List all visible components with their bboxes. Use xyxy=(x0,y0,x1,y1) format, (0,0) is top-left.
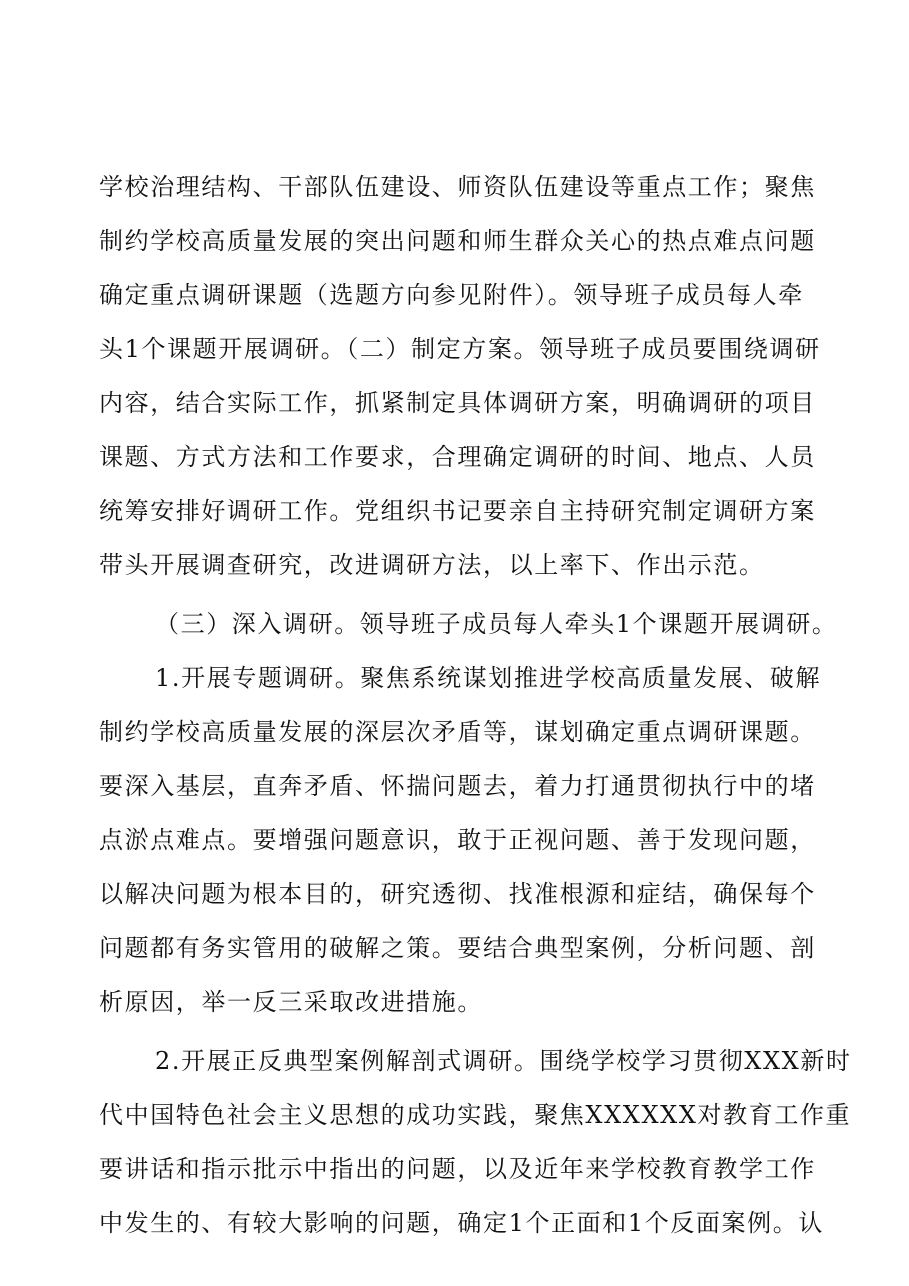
text-line: 带头开展调查研究，改进调研方法，以上率下、作出示范。 xyxy=(99,551,765,579)
text-line: 课题、方式方法和工作要求，合理确定调研的时间、地点、人员 xyxy=(99,443,816,471)
text-line: 要深入基层，直奔矛盾、怀揣问题去，着力打通贯彻执行中的堵 xyxy=(99,772,816,800)
text-line: 1.开展专题调研。聚焦系统谋划推进学校高质量发展、破解 xyxy=(155,664,822,692)
text-line: 学校治理结构、干部队伍建设、师资队伍建设等重点工作；聚焦 xyxy=(99,173,816,201)
text-line: 点淤点难点。要增强问题意识，敢于正视问题、善于发现问题， xyxy=(99,826,816,854)
text-line: 问题都有务实管用的破解之策。要结合典型案例，分析问题、剖 xyxy=(99,934,816,962)
text-line: （三）深入调研。领导班子成员每人牵头1个课题开展调研。 xyxy=(155,610,838,638)
text-line: 中发生的、有较大影响的问题，确定1个正面和1个反面案例。认 xyxy=(99,1209,824,1237)
text-line: 头1个课题开展调研。（二）制定方案。领导班子成员要围绕调研 xyxy=(99,335,821,363)
text-line: 内容，结合实际工作，抓紧制定具体调研方案，明确调研的项目 xyxy=(99,389,816,417)
paragraph-2 xyxy=(99,597,838,651)
paragraph-1 xyxy=(99,160,819,592)
text-line: 代中国特色社会主义思想的成功实践，聚焦XXXXXX对教育工作重 xyxy=(99,1101,852,1129)
text-line: 统筹安排好调研工作。党组织书记要亲自主持研究制定调研方案 xyxy=(99,497,816,525)
text-line: 2.开展正反典型案例解剖式调研。围绕学校学习贯彻XXX新时 xyxy=(155,1047,852,1075)
text-line: 制约学校高质量发展的突出问题和师生群众关心的热点难点问题 xyxy=(99,227,816,255)
text-line: 确定重点调研课题（选题方向参见附件）。领导班子成员每人牵 xyxy=(99,281,804,309)
text-line: 制约学校高质量发展的深层次矛盾等，谋划确定重点调研课题。 xyxy=(99,718,816,746)
text-line: 以解决问题为根本目的，研究透彻、找准根源和症结，确保每个 xyxy=(99,880,816,908)
paragraph-4 xyxy=(99,1034,852,1250)
text-line: 要讲话和指示批示中指出的问题，以及近年来学校教育教学工作 xyxy=(99,1155,816,1183)
text-line: 析原因，举一反三采取改进措施。 xyxy=(99,988,483,1016)
paragraph-3 xyxy=(99,651,822,1029)
document-body xyxy=(99,160,852,1250)
